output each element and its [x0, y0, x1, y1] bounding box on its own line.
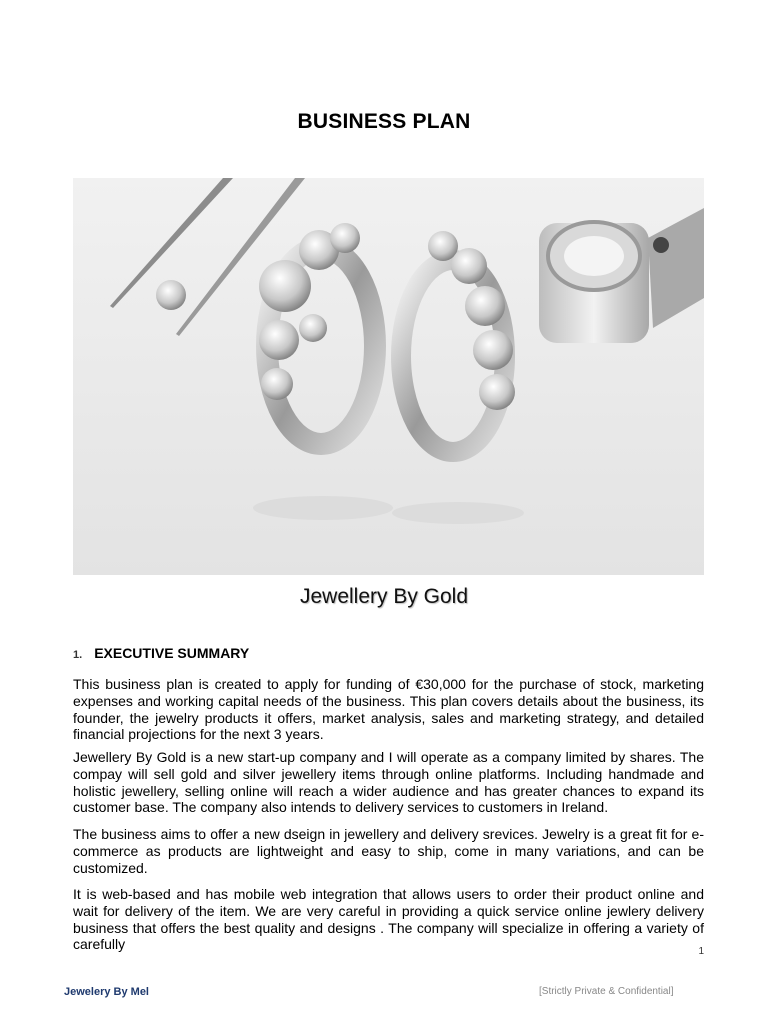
paragraph-web-based: It is web-based and has mobile web integration that allows users to order their product online and wait for delivery of the item. We are very careful in providing a quick service online jewlery delivery business that offers the best quality and designs . The company will specialize in offering a variety of carefully	[73, 886, 704, 953]
paragraph-company: Jewellery By Gold is a new start-up company and I will operate as a company limited by shares. The compay will sell gold and silver jewellery items through online platforms. Including handmade and holistic jewellery, selling online will reach a wider audience and has greater chances to expand its customer base. The company also intends to delivery services to customers in Ireland.	[73, 749, 704, 816]
page-number: 1	[698, 946, 704, 957]
section-heading	[73, 645, 249, 661]
loose-diamond-image	[156, 280, 186, 310]
section-heading-text: EXECUTIVE SUMMARY	[94, 645, 250, 661]
company-name-subtitle: Jewellery By Gold	[299, 585, 469, 608]
cover-photo-rings	[73, 178, 704, 575]
section-number: 1.	[73, 649, 83, 661]
footer-confidential-note: [Strictly Private & Confidential]	[539, 986, 674, 997]
document-title: BUSINESS PLAN	[297, 110, 471, 133]
paragraph-funding: This business plan is created to apply for funding of €30,000 for the purchase of stock, marketing expenses and working capital needs of the business. This plan covers details about the business, its founder, the jewelry products it offers, market analysis, sales and marketing strategy, and detailed financial projections for the next 3 years.	[73, 676, 704, 743]
footer-company-name: Jewelery By Mel	[64, 986, 149, 998]
paragraph-aims: The business aims to offer a new dseign in jewellery and delivery srevices. Jewelry is a great fit for e-commerce as products are lightweight and easy to ship, come in many variations, and can be customized.	[73, 826, 704, 876]
